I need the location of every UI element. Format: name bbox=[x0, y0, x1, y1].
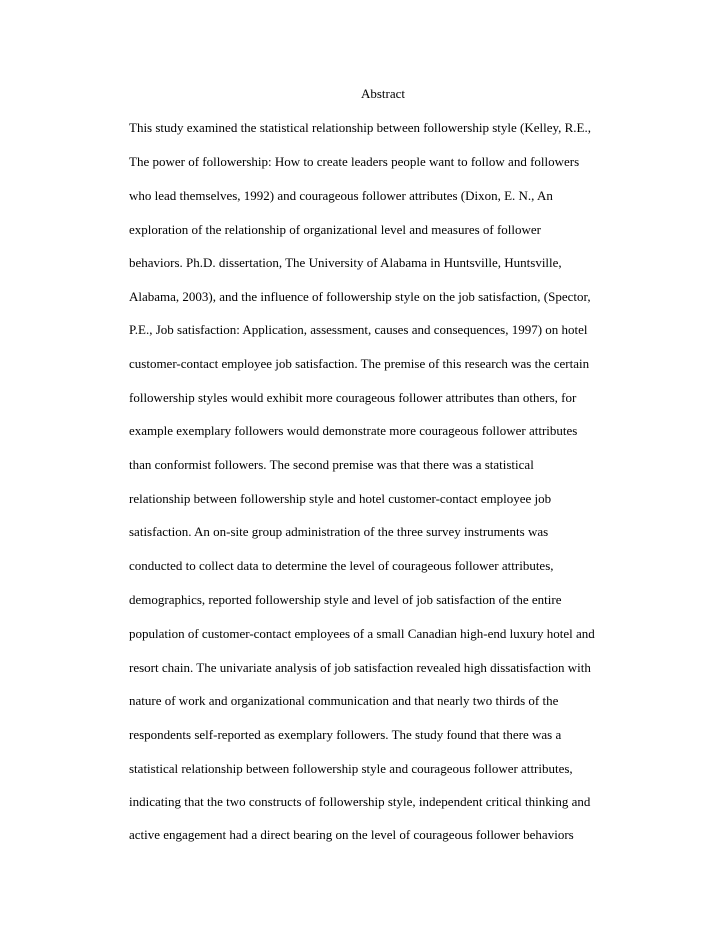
text-line-15: demographics, reported followership style and level of job satisfaction of the entire bbox=[129, 592, 562, 607]
text-line-14: conducted to collect data to determine the level of courageous follower attributes, bbox=[129, 558, 554, 573]
text-line-5: behaviors. Ph.D. dissertation, The University of Alabama in Huntsville, Huntsville, bbox=[129, 255, 562, 270]
text-line-4: exploration of the relationship of organizational level and measures of follower bbox=[129, 222, 542, 237]
text-line-17: resort chain. The univariate analysis of job satisfaction revealed high dissatisfaction with bbox=[129, 660, 591, 675]
text-line-3: who lead themselves, 1992) and courageous follower attributes (Dixon, E. N., An bbox=[129, 188, 553, 203]
text-line-10: example exemplary followers would demonstrate more courageous follower attributes bbox=[129, 423, 578, 438]
text-line-20: statistical relationship between followership style and courageous follower attributes, bbox=[129, 761, 573, 776]
abstract-heading: Abstract bbox=[360, 86, 406, 101]
text-line-16: population of customer-contact employees of a small Canadian high-end luxury hotel and bbox=[129, 626, 595, 641]
text-line-8: customer-contact employee job satisfaction. The premise of this research was the certain bbox=[129, 356, 590, 371]
text-line-11: than conformist followers. The second premise was that there was a statistical bbox=[129, 457, 534, 472]
text-line-13: satisfaction. An on-site group administration of the three survey instruments was bbox=[129, 524, 549, 539]
text-line-12: relationship between followership style and hotel customer-contact employee job bbox=[129, 491, 552, 506]
text-line-19: respondents self-reported as exemplary followers. The study found that there was a bbox=[129, 727, 562, 742]
text-line-22: active engagement had a direct bearing on the level of courageous follower behaviors bbox=[129, 827, 574, 842]
text-line-18: nature of work and organizational communication and that nearly two thirds of the bbox=[129, 693, 559, 708]
text-line-21: indicating that the two constructs of followership style, independent critical thinking and bbox=[129, 794, 591, 809]
text-line-7: P.E., Job satisfaction: Application, assessment, causes and consequences, 1997) on hotel bbox=[129, 322, 588, 337]
text-line-9: followership styles would exhibit more courageous follower attributes than others, for bbox=[129, 390, 577, 405]
text-line-2: The power of followership: How to create leaders people want to follow and followers bbox=[129, 154, 580, 169]
text-line-1: This study examined the statistical relationship between followership style (Kelley, R.E., bbox=[129, 120, 591, 135]
text-line-6: Alabama, 2003), and the influence of followership style on the job satisfaction, (Spector, bbox=[129, 289, 591, 304]
